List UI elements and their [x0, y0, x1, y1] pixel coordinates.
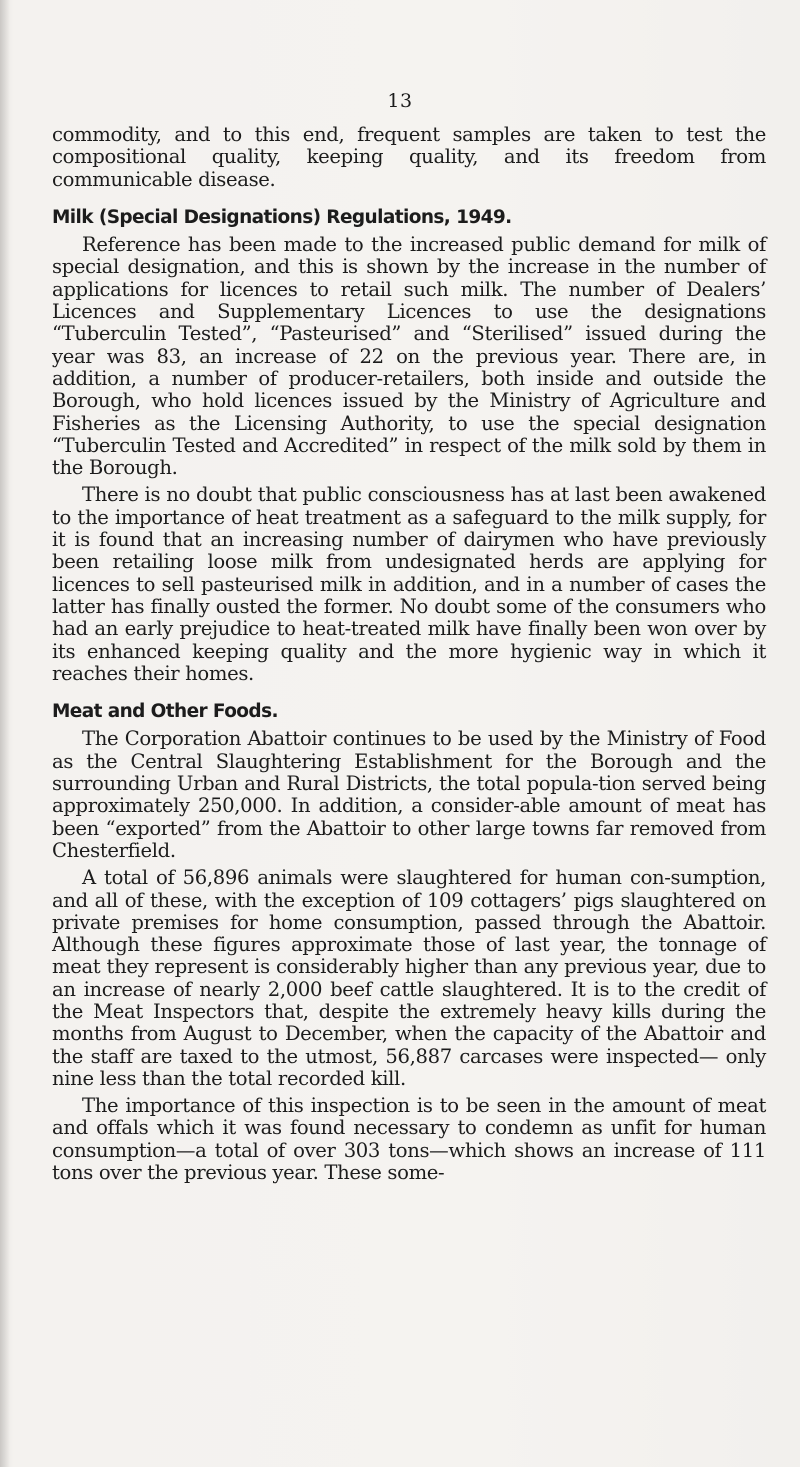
- paragraph-intro: commodity, and to this end, frequent samples are taken to test the compositional quality, keeping quality, and its freedom from communicable disease.: [52, 123, 766, 191]
- section-heading-meat: Meat and Other Foods.: [52, 701, 278, 723]
- section-heading-milk: Milk (Special Designations) Regulations, 1949.: [52, 206, 512, 228]
- paragraph-meat-3: The importance of this inspection is to be seen in the amount of meat and offals which it was found necessary to condemn as unfit for human consumption—a total of over 303 tons—which shows an increase of 111 tons over the previous year. These some-: [52, 1094, 766, 1185]
- page-number: 13: [387, 90, 413, 112]
- paragraph-meat-2: A total of 56,896 animals were slaughtered for human con-sumption, and all of these, with the exception of 109 cottagers’ pigs slaughtered on private premises for home consumption, passed through the Abattoir. Although these figures approximate those of last year, the tonnage of meat they represent is considerably higher than any previous year, due to an increase of nearly 2,000 beef cattle slaughtered. It is to the credit of the Meat Inspectors that, despite the extremely heavy kills during the months from August to December, when the capacity of the Abattoir and the staff are taxed to the utmost, 56,887 carcases were inspected— only nine less than the total recorded kill.: [52, 866, 766, 1090]
- page-edge-shadow: [0, 0, 10, 1467]
- page-body: [52, 124, 766, 1184]
- paragraph-milk-2: There is no doubt that public consciousness has at last been awakened to the importance of heat treatment as a safeguard to the milk supply, for it is found that an increasing number of dairymen who have previously been retailing loose milk from undesignated herds are applying for licences to sell pasteurised milk in addition, and in a number of cases the latter has finally ousted the former. No doubt some of the consumers who had an early prejudice to heat-treated milk have finally been won over by its enhanced keeping quality and the more hygienic way in which it reaches their homes.: [52, 483, 766, 685]
- paragraph-meat-1: The Corporation Abattoir continues to be used by the Ministry of Food as the Central Slaughtering Establishment for the Borough and the surrounding Urban and Rural Districts, the total popula-tion served being approximately 250,000. In addition, a consider-able amount of meat has been “exported” from the Abattoir to other large towns far removed from Chesterfield.: [52, 727, 766, 862]
- paragraph-milk-1: Reference has been made to the increased public demand for milk of special designation, and this is shown by the increase in the number of applications for licences to retail such milk. The number of Dealers’ Licences and Supplementary Licences to use the designations “Tuberculin Tested”, “Pasteurised” and “Sterilised” issued during the year was 83, an increase of 22 on the previous year. There are, in addition, a number of producer-retailers, both inside and outside the Borough, who hold licences issued by the Ministry of Agriculture and Fisheries as the Licensing Authority, to use the special designation “Tuberculin Tested and Accredited” in respect of the milk sold by them in the Borough.: [52, 233, 766, 480]
